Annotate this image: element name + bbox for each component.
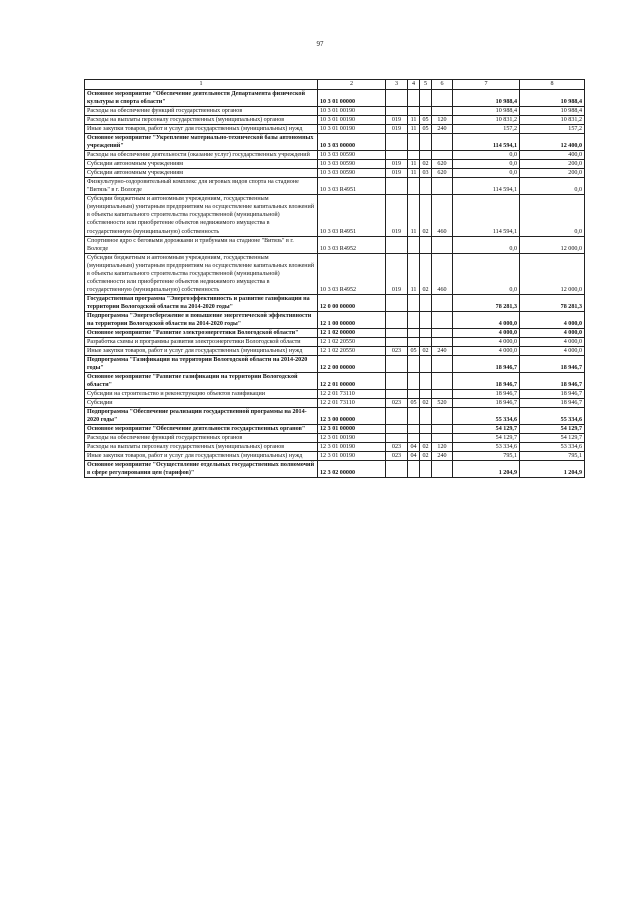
amount-second-year: 55 334,6: [520, 408, 585, 425]
target-article-code: 12 3 02 00000: [318, 461, 386, 478]
row-name: Основное мероприятие "Развитие газификации на территории Вологодской области": [85, 373, 318, 390]
section-code: [408, 236, 420, 253]
amount-second-year: 54 129,7: [520, 425, 585, 434]
subsection-code: 02: [420, 399, 432, 408]
amount-second-year: 18 946,7: [520, 399, 585, 408]
section-code: [408, 328, 420, 337]
section-code: [408, 373, 420, 390]
expense-type-code: 240: [432, 452, 453, 461]
subsection-code: 02: [420, 195, 432, 236]
amount-second-year: 12 000,0: [520, 236, 585, 253]
expense-type-code: 240: [432, 125, 453, 134]
section-code: 11: [408, 195, 420, 236]
row-name: Расходы на выплаты персоналу государственных (муниципальных) органов: [85, 116, 318, 125]
table-body: [85, 90, 585, 478]
subsection-code: [420, 373, 432, 390]
subsection-code: [420, 337, 432, 346]
table-row: [85, 408, 585, 425]
row-name: Расходы на обеспечение функций государственных органов: [85, 434, 318, 443]
section-code: [408, 107, 420, 116]
expense-type-code: [432, 294, 453, 311]
expense-type-code: [432, 355, 453, 372]
table-row: [85, 337, 585, 346]
amount-second-year: 78 281,3: [520, 294, 585, 311]
subsection-code: [420, 328, 432, 337]
subsection-code: 03: [420, 169, 432, 178]
amount-first-year: 18 946,7: [453, 373, 520, 390]
amount-first-year: 10 988,4: [453, 90, 520, 107]
amount-first-year: 18 946,7: [453, 399, 520, 408]
ministry-code: 019: [386, 253, 408, 294]
target-article-code: 12 2 00 00000: [318, 355, 386, 372]
ministry-code: 019: [386, 116, 408, 125]
target-article-code: 12 1 00 00000: [318, 311, 386, 328]
target-article-code: 12 3 01 00000: [318, 425, 386, 434]
ministry-code: [386, 311, 408, 328]
amount-first-year: 0,0: [453, 160, 520, 169]
table-row: [85, 160, 585, 169]
target-article-code: 12 3 01 00190: [318, 452, 386, 461]
amount-second-year: 10 831,2: [520, 116, 585, 125]
section-code: [408, 178, 420, 195]
table-row: [85, 253, 585, 294]
target-article-code: 10 3 03 R4952: [318, 236, 386, 253]
ministry-code: [386, 373, 408, 390]
section-code: [408, 425, 420, 434]
amount-second-year: 0,0: [520, 195, 585, 236]
expense-type-code: [432, 408, 453, 425]
subsection-code: [420, 425, 432, 434]
expense-type-code: 240: [432, 346, 453, 355]
section-code: [408, 90, 420, 107]
amount-first-year: 54 129,7: [453, 425, 520, 434]
target-article-code: 12 3 00 00000: [318, 408, 386, 425]
amount-first-year: 157,2: [453, 125, 520, 134]
row-name: Субсидии автономным учреждениям: [85, 160, 318, 169]
row-name: Основное мероприятие "Осуществление отдельных государственных полномочий в сфере регулирования цен (тарифов)": [85, 461, 318, 478]
table-row: [85, 169, 585, 178]
amount-second-year: 4 000,0: [520, 311, 585, 328]
header-cell: 5: [420, 80, 432, 90]
amount-first-year: 795,1: [453, 452, 520, 461]
subsection-code: [420, 107, 432, 116]
ministry-code: 019: [386, 195, 408, 236]
table-row: [85, 452, 585, 461]
ministry-code: [386, 151, 408, 160]
amount-first-year: 0,0: [453, 151, 520, 160]
subsection-code: [420, 434, 432, 443]
target-article-code: 10 3 03 00590: [318, 160, 386, 169]
row-name: Расходы на обеспечение деятельности (оказание услуг) государственных учреждений: [85, 151, 318, 160]
section-code: 04: [408, 452, 420, 461]
section-code: [408, 355, 420, 372]
ministry-code: [386, 337, 408, 346]
target-article-code: 10 3 03 R4951: [318, 178, 386, 195]
amount-second-year: 1 204,9: [520, 461, 585, 478]
row-name: Физкультурно-оздоровительный комплекс для игровых видов спорта на стадионе "Витязь" в г. Вологде: [85, 178, 318, 195]
ministry-code: [386, 390, 408, 399]
table-row: [85, 390, 585, 399]
section-code: [408, 134, 420, 151]
amount-second-year: 18 946,7: [520, 373, 585, 390]
ministry-code: 023: [386, 346, 408, 355]
amount-first-year: 114 594,1: [453, 195, 520, 236]
subsection-code: [420, 151, 432, 160]
amount-first-year: 4 000,0: [453, 346, 520, 355]
amount-second-year: 4 000,0: [520, 328, 585, 337]
budget-table: [84, 79, 585, 478]
ministry-code: 019: [386, 169, 408, 178]
row-name: Расходы на выплаты персоналу государственных (муниципальных) органов: [85, 443, 318, 452]
target-article-code: 12 3 01 00190: [318, 443, 386, 452]
amount-second-year: 4 000,0: [520, 337, 585, 346]
target-article-code: 10 3 03 00000: [318, 134, 386, 151]
section-code: [408, 434, 420, 443]
expense-type-code: 620: [432, 169, 453, 178]
subsection-code: [420, 355, 432, 372]
subsection-code: 02: [420, 253, 432, 294]
row-name: Иные закупки товаров, работ и услуг для государственных (муниципальных) нужд: [85, 125, 318, 134]
subsection-code: [420, 408, 432, 425]
table-row: [85, 461, 585, 478]
subsection-code: [420, 390, 432, 399]
amount-second-year: 12 400,0: [520, 134, 585, 151]
row-name: Подпрограмма "Обеспечение реализации государственной программы на 2014-2020 годы": [85, 408, 318, 425]
amount-second-year: 400,0: [520, 151, 585, 160]
amount-second-year: 10 988,4: [520, 90, 585, 107]
target-article-code: 10 3 03 R4951: [318, 195, 386, 236]
amount-second-year: 10 988,4: [520, 107, 585, 116]
subsection-code: [420, 134, 432, 151]
table-row: [85, 425, 585, 434]
table-row: [85, 236, 585, 253]
section-code: 11: [408, 253, 420, 294]
row-name: Субсидии: [85, 399, 318, 408]
expense-type-code: [432, 236, 453, 253]
amount-first-year: 55 334,6: [453, 408, 520, 425]
amount-first-year: 54 129,7: [453, 434, 520, 443]
section-code: 11: [408, 116, 420, 125]
subsection-code: 02: [420, 160, 432, 169]
row-name: Субсидии бюджетным и автономным учреждениям, государственным (муниципальным) унитарным предприятиям на осуществление капитальных вложений в объекты капитального строительства государственной (муниципальной) собственности или приобретение объектов недвижимого имущества в государственную (муниципальную) собственность: [85, 253, 318, 294]
section-code: 11: [408, 125, 420, 134]
row-name: Основное мероприятие "Развитие электроэнергетики Вологодской области": [85, 328, 318, 337]
amount-second-year: 157,2: [520, 125, 585, 134]
expense-type-code: [432, 178, 453, 195]
table-header: [85, 80, 585, 90]
table-row: [85, 107, 585, 116]
expense-type-code: [432, 390, 453, 399]
row-name: Субсидии бюджетным и автономным учреждениям, государственным (муниципальным) унитарным предприятиям на осуществление капитальных вложений в объекты капитального строительства государственной (муниципальной) собственности или приобретение объектов недвижимого имущества в государственную (муниципальную) собственность: [85, 195, 318, 236]
expense-type-code: [432, 461, 453, 478]
amount-first-year: 1 204,9: [453, 461, 520, 478]
section-code: [408, 337, 420, 346]
table-row: [85, 355, 585, 372]
row-name: Субсидии на строительство и реконструкцию объектов газификации: [85, 390, 318, 399]
row-name: Основное мероприятие "Обеспечение деятельности государственных органов": [85, 425, 318, 434]
amount-first-year: 4 000,0: [453, 311, 520, 328]
subsection-code: 05: [420, 116, 432, 125]
section-code: 11: [408, 160, 420, 169]
row-name: Субсидии автономным учреждениям: [85, 169, 318, 178]
ministry-code: 019: [386, 160, 408, 169]
header-cell: 8: [520, 80, 585, 90]
ministry-code: 023: [386, 452, 408, 461]
target-article-code: 10 3 03 00590: [318, 169, 386, 178]
section-code: [408, 461, 420, 478]
table-row: [85, 151, 585, 160]
row-name: Разработка схемы и программы развития электроэнергетики Вологодской области: [85, 337, 318, 346]
ministry-code: 019: [386, 125, 408, 134]
subsection-code: [420, 461, 432, 478]
subsection-code: [420, 236, 432, 253]
table-row: [85, 125, 585, 134]
table-row: [85, 399, 585, 408]
amount-second-year: 18 946,7: [520, 390, 585, 399]
subsection-code: 02: [420, 346, 432, 355]
row-name: Спортивное ядро с беговыми дорожками и трибунами на стадионе "Витязь" в г. Вологде: [85, 236, 318, 253]
amount-first-year: 114 594,1: [453, 178, 520, 195]
table-row: [85, 116, 585, 125]
table-row: [85, 294, 585, 311]
expense-type-code: [432, 134, 453, 151]
header-cell: 7: [453, 80, 520, 90]
target-article-code: 10 3 01 00190: [318, 125, 386, 134]
table-row: [85, 328, 585, 337]
amount-first-year: 114 594,1: [453, 134, 520, 151]
expense-type-code: [432, 373, 453, 390]
row-name: Подпрограмма "Газификация на территории Вологодской области на 2014-2020 годы": [85, 355, 318, 372]
ministry-code: 023: [386, 399, 408, 408]
ministry-code: [386, 178, 408, 195]
expense-type-code: 460: [432, 195, 453, 236]
amount-first-year: 78 281,3: [453, 294, 520, 311]
amount-second-year: 4 000,0: [520, 346, 585, 355]
target-article-code: 12 2 01 73110: [318, 399, 386, 408]
section-code: 05: [408, 399, 420, 408]
page-number: 97: [316, 40, 324, 48]
row-name: Основное мероприятие "Укрепление материально-технической базы автономных учреждений": [85, 134, 318, 151]
subsection-code: 02: [420, 452, 432, 461]
table-row: [85, 178, 585, 195]
ministry-code: [386, 408, 408, 425]
target-article-code: 10 3 03 00590: [318, 151, 386, 160]
expense-type-code: [432, 311, 453, 328]
subsection-code: [420, 294, 432, 311]
table-row: [85, 443, 585, 452]
target-article-code: 12 0 00 00000: [318, 294, 386, 311]
target-article-code: 12 1 02 00000: [318, 328, 386, 337]
expense-type-code: [432, 328, 453, 337]
ministry-code: [386, 355, 408, 372]
table-row: [85, 434, 585, 443]
table-row: [85, 90, 585, 107]
amount-second-year: 18 946,7: [520, 355, 585, 372]
amount-second-year: 12 000,0: [520, 253, 585, 294]
target-article-code: 12 3 01 00190: [318, 434, 386, 443]
amount-second-year: 200,0: [520, 160, 585, 169]
amount-second-year: 795,1: [520, 452, 585, 461]
row-name: Основное мероприятие "Обеспечение деятельности Департамента физической культуры и спорта области": [85, 90, 318, 107]
header-cell: 6: [432, 80, 453, 90]
target-article-code: 10 3 01 00190: [318, 107, 386, 116]
ministry-code: [386, 107, 408, 116]
subsection-code: [420, 90, 432, 107]
amount-first-year: 0,0: [453, 236, 520, 253]
target-article-code: 10 3 01 00190: [318, 116, 386, 125]
expense-type-code: 120: [432, 443, 453, 452]
expense-type-code: [432, 90, 453, 107]
section-code: [408, 390, 420, 399]
table-row: [85, 134, 585, 151]
ministry-code: [386, 90, 408, 107]
row-name: Подпрограмма "Энергосбережение и повышение энергетической эффективности на территории Вологодской области на 2014-2020 годы": [85, 311, 318, 328]
row-name: Иные закупки товаров, работ и услуг для государственных (муниципальных) нужд: [85, 452, 318, 461]
amount-first-year: 4 000,0: [453, 337, 520, 346]
expense-type-code: [432, 151, 453, 160]
ministry-code: [386, 134, 408, 151]
header-row: [85, 80, 585, 90]
row-name: Расходы на обеспечение функций государственных органов: [85, 107, 318, 116]
expense-type-code: [432, 337, 453, 346]
header-cell: 1: [85, 80, 318, 90]
expense-type-code: 120: [432, 116, 453, 125]
amount-first-year: 4 000,0: [453, 328, 520, 337]
amount-second-year: 0,0: [520, 178, 585, 195]
amount-first-year: 53 334,6: [453, 443, 520, 452]
amount-second-year: 53 334,6: [520, 443, 585, 452]
expense-type-code: [432, 434, 453, 443]
amount-first-year: 10 988,4: [453, 107, 520, 116]
expense-type-code: [432, 425, 453, 434]
section-code: [408, 408, 420, 425]
ministry-code: [386, 461, 408, 478]
amount-first-year: 18 946,7: [453, 355, 520, 372]
ministry-code: 023: [386, 443, 408, 452]
subsection-code: [420, 178, 432, 195]
table-row: [85, 346, 585, 355]
amount-second-year: 54 129,7: [520, 434, 585, 443]
target-article-code: 10 3 03 R4952: [318, 253, 386, 294]
section-code: [408, 294, 420, 311]
target-article-code: 12 2 01 00000: [318, 373, 386, 390]
expense-type-code: 620: [432, 160, 453, 169]
row-name: Государственная программа "Энергоэффективность и развитие газификации на территории Вологодской области на 2014-2020 годы": [85, 294, 318, 311]
expense-type-code: 460: [432, 253, 453, 294]
subsection-code: 05: [420, 125, 432, 134]
amount-first-year: 10 831,2: [453, 116, 520, 125]
target-article-code: 12 1 02 20550: [318, 337, 386, 346]
amount-first-year: 18 946,7: [453, 390, 520, 399]
target-article-code: 12 1 02 20550: [318, 346, 386, 355]
ministry-code: [386, 425, 408, 434]
ministry-code: [386, 434, 408, 443]
expense-type-code: 520: [432, 399, 453, 408]
expense-type-code: [432, 107, 453, 116]
ministry-code: [386, 294, 408, 311]
target-article-code: 12 2 01 73110: [318, 390, 386, 399]
section-code: [408, 151, 420, 160]
section-code: 05: [408, 346, 420, 355]
ministry-code: [386, 328, 408, 337]
header-cell: 4: [408, 80, 420, 90]
amount-first-year: 0,0: [453, 253, 520, 294]
subsection-code: [420, 311, 432, 328]
ministry-code: [386, 236, 408, 253]
header-cell: 3: [386, 80, 408, 90]
subsection-code: 02: [420, 443, 432, 452]
table-row: [85, 311, 585, 328]
header-cell: 2: [318, 80, 386, 90]
table-row: [85, 373, 585, 390]
amount-second-year: 200,0: [520, 169, 585, 178]
row-name: Иные закупки товаров, работ и услуг для государственных (муниципальных) нужд: [85, 346, 318, 355]
section-code: [408, 311, 420, 328]
amount-first-year: 0,0: [453, 169, 520, 178]
target-article-code: 10 3 01 00000: [318, 90, 386, 107]
section-code: 11: [408, 169, 420, 178]
table-row: [85, 195, 585, 236]
section-code: 04: [408, 443, 420, 452]
